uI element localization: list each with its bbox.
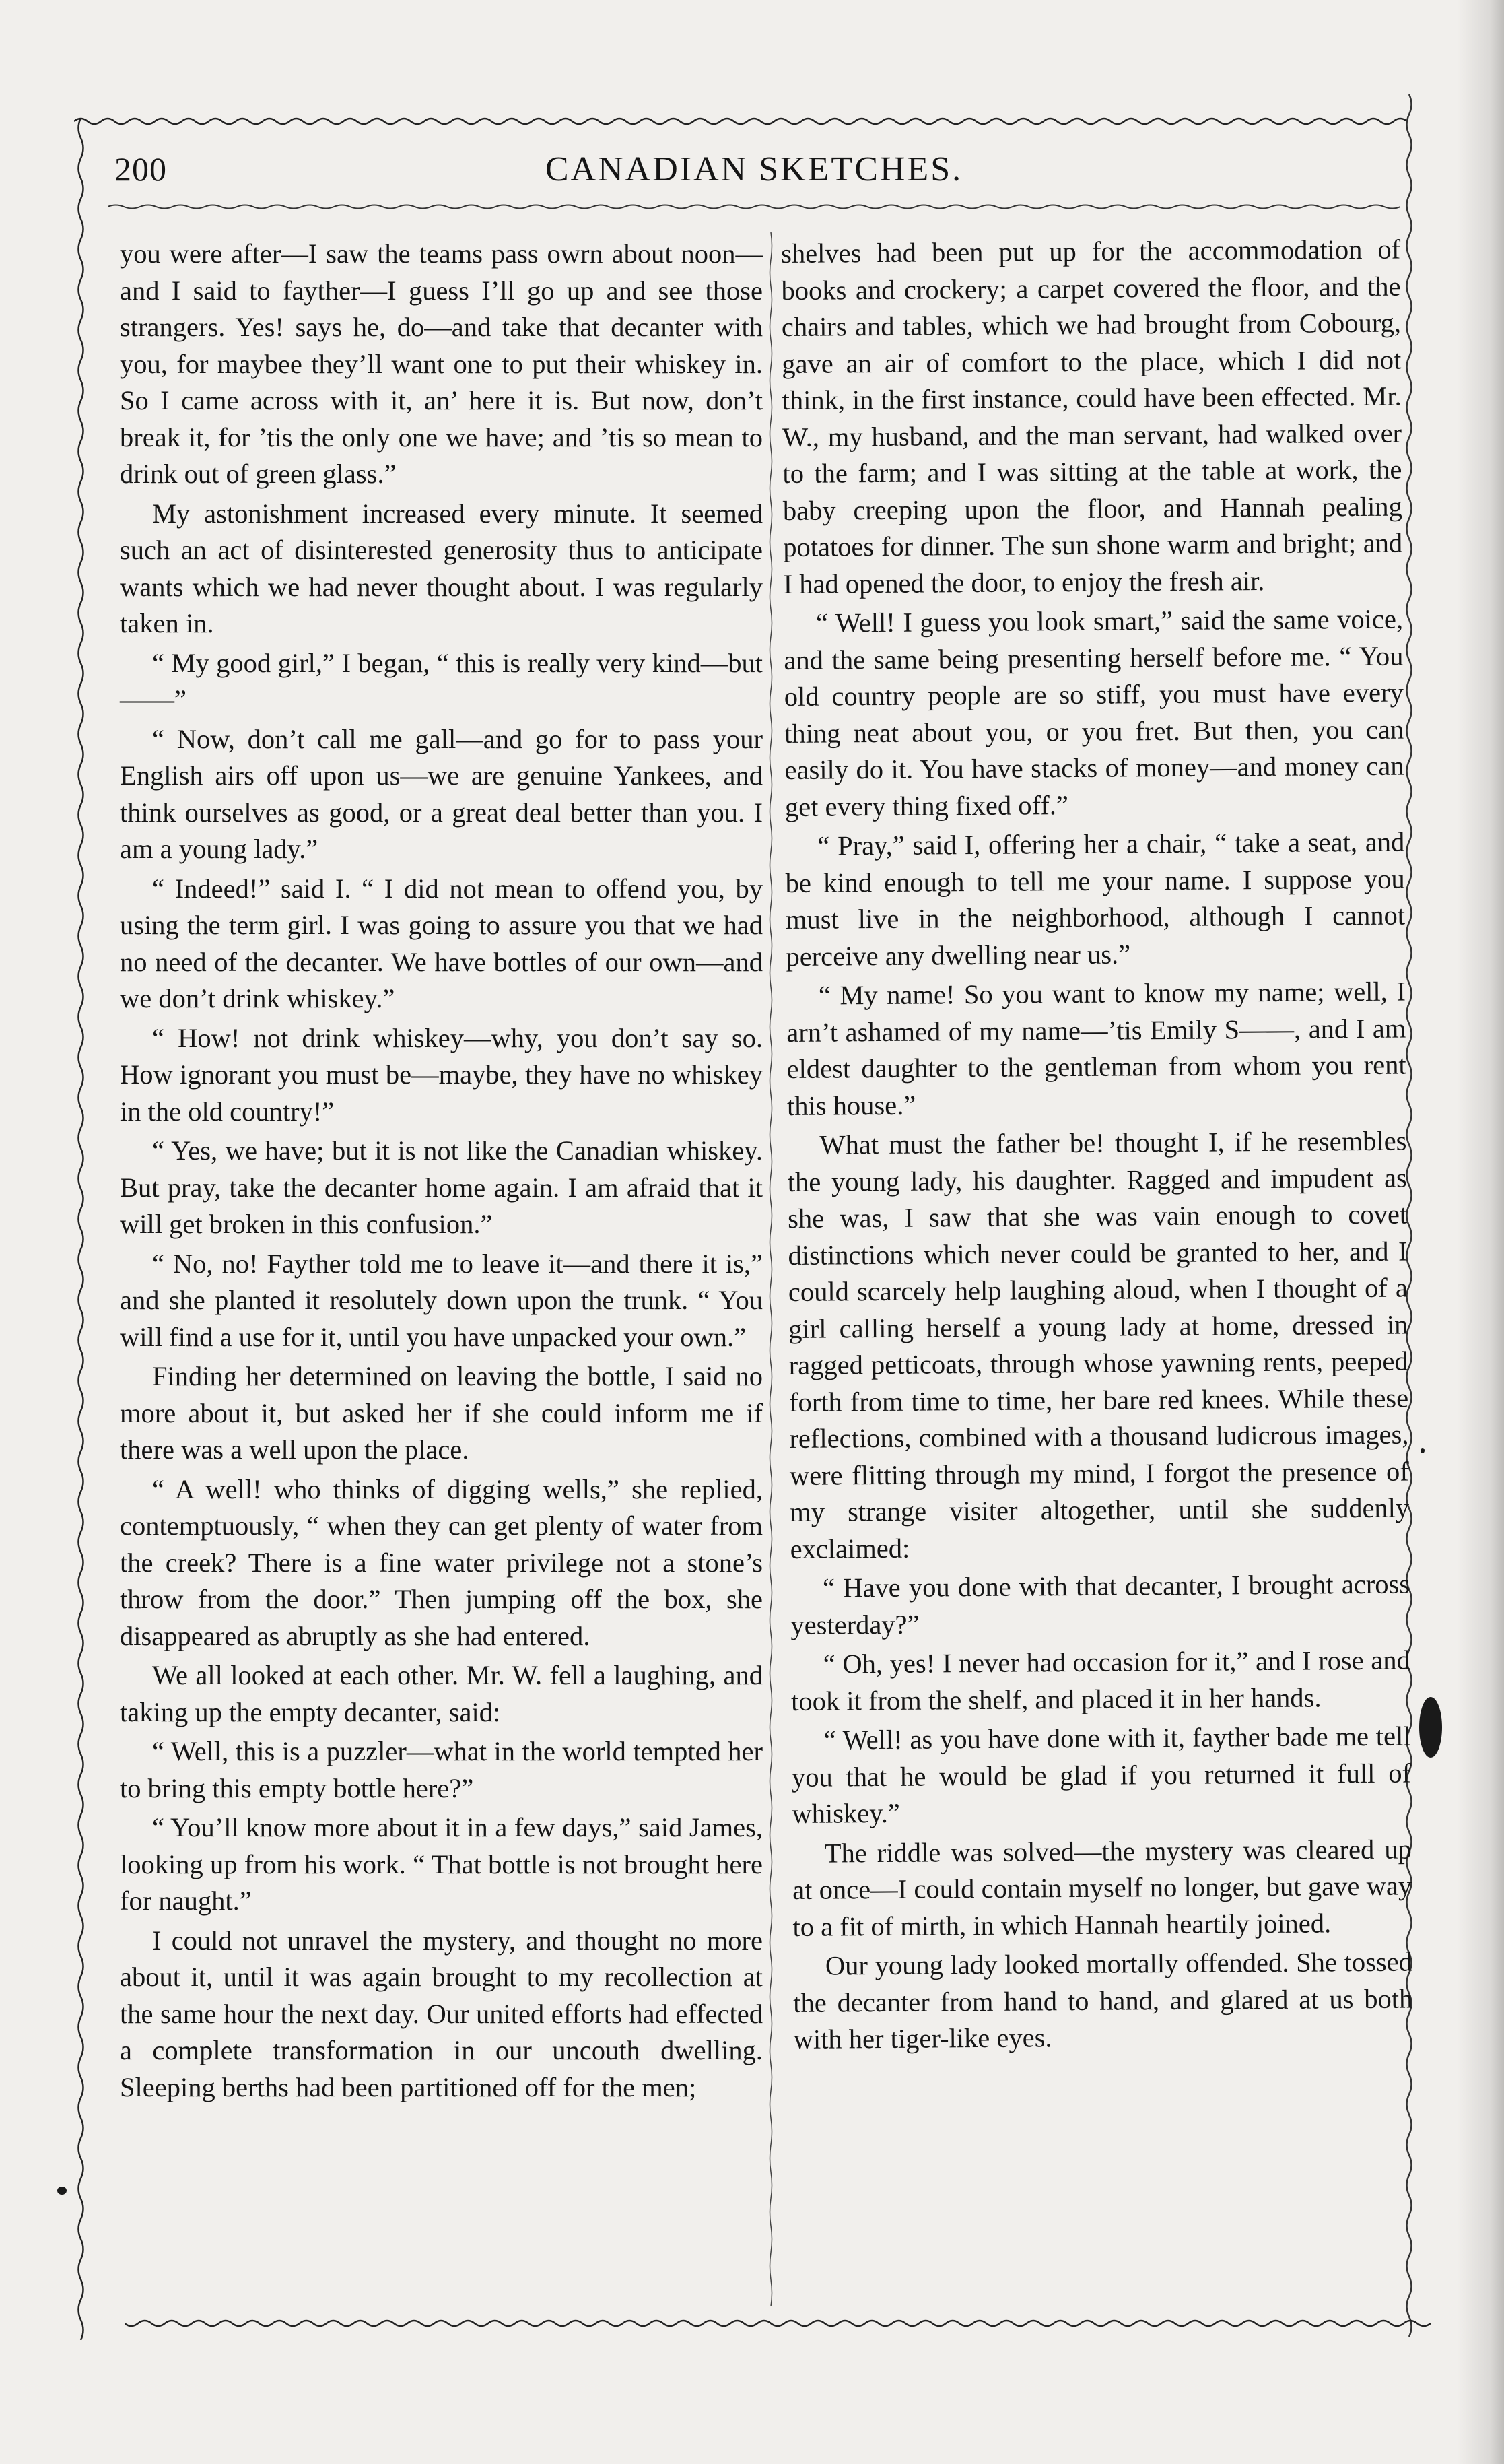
right-text-column [781,232,1413,2061]
ink-speck [57,2187,67,2195]
paragraph: Finding her determined on leaving the bottle, I said no more about it, but asked her if she could inform me if there was a well upon the place. [120,1361,763,1465]
paragraph: “ Pray,” said I, offering her a chair, “ take a seat, and be kind enough to tell me your name. I suppose you must live in the neighborhood, although I cannot perceive any dwelling near us.” [785,826,1406,972]
page-header [108,149,1400,203]
paragraph: “ Well! I guess you look smart,” said the same voice, and the same being presenting herself before me. “ You old country people are so stiff, you must have every thing neat about you, or you fret. But then, you can easily do it. You have stacks of money—and money can get every thing fixed off.” [784,603,1404,822]
top-ornamental-border [74,114,1414,128]
paragraph: “ Well! as you have done with it, fayther bade me tell you that he would be glad if you returned it full of whiskey.” [791,1721,1412,1829]
header-rule [108,202,1400,211]
paragraph: What must the father be! thought I, if he resembles the young lady, his daughter. Ragged and impudent as she was, I saw that she was vain enough to covet distinctions which never could be granted to her, and I could scarcely help laughing aloud, when I thought of a girl calling herself a young lady at home, dressed in ragged petticoats, through whose yawning rents, peeped forth from time to time, her bare red knees. While these reflections, combined with a thousand ludicrous images, were flitting through my mind, I forgot the presence of my strange visiter altogether, until she suddenly exclaimed: [787,1125,1410,1564]
paragraph: My astonishment increased every minute. It seemed such an act of disinterested generosity thus to anticipate wants which we had never thought about. I was regularly taken in. [120,498,763,638]
page-edge-shadow [1457,0,1504,2464]
ink-blot [1419,1697,1442,1758]
paragraph: shelves had been put up for the accommodation of books and crockery; a carpet covered the floor, and the chairs and tables, which we had brought from Cobourg, gave an air of comfort to the place, which I did not think, in the first instance, could have been effected. Mr. W., my husband, and the man servant, had walked over to the farm; and I was sitting at the table at work, the baby creeping upon the floor, and Hannah pealing potatoes for dinner. The sun shone warm and bright; and I had opened the door, to enjoy the fresh air. [781,234,1403,599]
paragraph: “ A well! who thinks of digging wells,” she replied, contemptuously, “ when they can get plenty of water from the creek? There is a fine water privilege not a stone’s throw from the door.” Then jumping off the box, she disappeared as abruptly as she had entered. [120,1473,763,1651]
left-ornamental-border [74,118,88,2340]
page-number: 200 [114,150,167,188]
paragraph: “ My name! So you want to know my name; well, I arn’t ashamed of my name—’tis Emily S——, and I am eldest daughter to the gentleman from whom you rent this house.” [786,976,1406,1121]
paragraph: Our young lady looked mortally offended. She tossed the decanter from hand to hand, and glared at us both with her tiger-like eyes. [793,1946,1413,2055]
paragraph: “ Have you done with that decanter, I brought across yesterday?” [790,1568,1410,1640]
paragraph: “ How! not drink whiskey—why, you don’t say so. How ignorant you must be—maybe, they have no whiskey in the old country!” [120,1022,763,1127]
running-head-title: CANADIAN SKETCHES. [545,150,963,189]
paragraph: you were after—I saw the teams pass owrn about noon—and I said to fayther—I guess I’ll go up and see those strangers. Yes! says he, do—and take that decanter with you, for maybee they’ll want one to put their whiskey in. So I came across with it, an’ here it is. But now, don’t break it, for ’tis the only one we have; and ’tis so mean to drink out of green glass.” [120,238,763,489]
paragraph: “ Well, this is a puzzler—what in the world tempted her to bring this empty bottle here?” [120,1736,763,1803]
paragraph: “ My good girl,” I began, “ this is really very kind—but——” [120,647,763,714]
paragraph: “ Indeed!” said I. “ I did not mean to offend you, by using the term girl. I was going to assure you that we had no need of the decanter. We have bottles of our own—and we don’t drink whiskey.” [120,873,763,1013]
ink-speck [1421,1448,1425,1453]
paragraph: The riddle was solved—the mystery was cleared up at once—I could contain myself no longer, but gave way to a fit of mirth, in which Hannah heartily joined. [792,1834,1412,1942]
bottom-ornamental-border [125,2317,1437,2330]
paragraph: I could not unravel the mystery, and thought no more about it, until it was again brought to my recollection at the same hour the next day. Our united efforts had effected a complete transformation in our uncouth dwelling. Sleeping berths had been partitioned off for the men; [120,1925,763,2102]
paragraph: “ You’ll know more about it in a few days,” said James, looking up from his work. “ That bottle is not brought here for naught.” [120,1812,763,1916]
paragraph: “ Now, don’t call me gall—and go for to pass your English airs off upon us—we are genuine Yankees, and think ourselves as good, or a great deal better than you. I am a young lady.” [120,723,763,864]
left-text-column [120,236,763,2108]
column-divider [769,232,773,2306]
paragraph: We all looked at each other. Mr. W. fell a laughing, and taking up the empty decanter, said: [120,1660,763,1727]
paragraph: “ No, no! Fayther told me to leave it—and there it is,” and she planted it resolutely down upon the trunk. “ You will find a use for it, until you have unpacked your own.” [120,1248,763,1352]
paragraph: “ Oh, yes! I never had occasion for it,” and I rose and took it from the shelf, and placed it in her hands. [791,1644,1410,1717]
paragraph: “ Yes, we have; but it is not like the Canadian whiskey. But pray, take the decanter home again. I am afraid that it will get broken in this confusion.” [120,1135,763,1239]
